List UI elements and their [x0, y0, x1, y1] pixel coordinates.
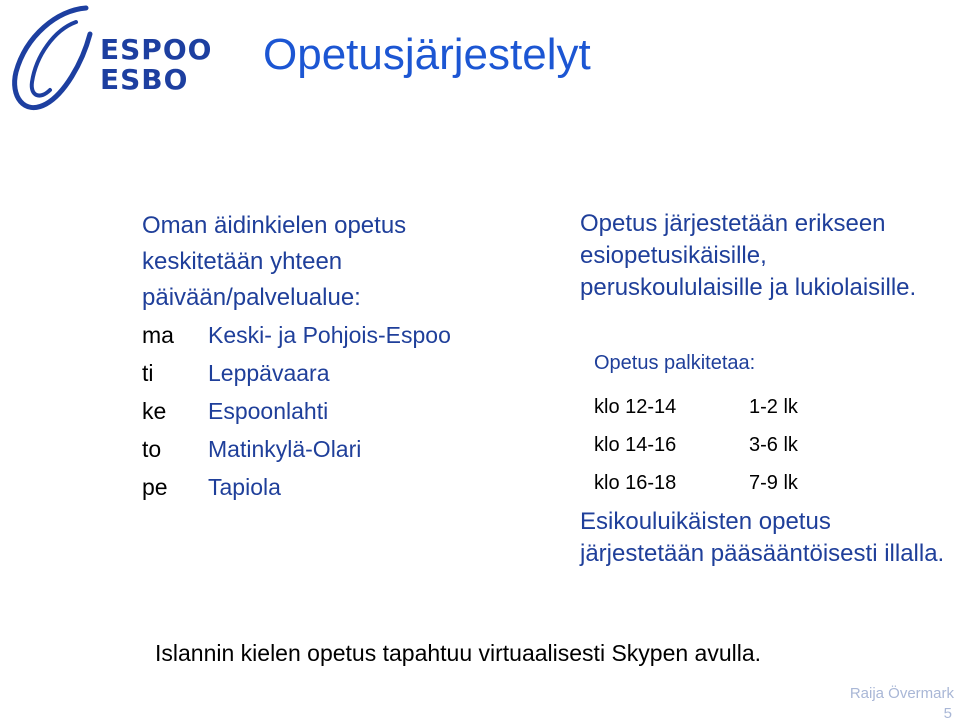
time-grade: 3-6 lk [749, 434, 798, 456]
schedule-place: Keski- ja Pohjois-Espoo [208, 322, 451, 348]
espoo-swirl-icon [2, 0, 102, 128]
time-slot: klo 14-16 [594, 434, 677, 456]
time-row [594, 464, 798, 502]
schedule-place: Leppävaara [208, 360, 330, 386]
time-slot: klo 12-14 [594, 396, 677, 418]
schedule-row [142, 468, 451, 506]
time-schedule [594, 388, 798, 502]
schedule-row [142, 354, 451, 392]
schedule-day: ti [142, 360, 154, 386]
logo-word-espoo: ESPOO [100, 33, 213, 66]
schedule-day: pe [142, 474, 168, 500]
schedule-row [142, 430, 451, 468]
time-slot: klo 16-18 [594, 472, 677, 494]
schedule-place: Espoonlahti [208, 398, 329, 424]
right-intro-text: Opetus järjestetään erikseen esiopetusikäisille, peruskoululaisille ja lukiolaisille. [580, 210, 917, 301]
weekday-schedule [142, 316, 451, 506]
schedule-row [142, 392, 451, 430]
schedule-row [142, 316, 451, 354]
bottom-note: Islannin kielen opetus tapahtuu virtuaalisesti Skypen avulla. [155, 640, 762, 666]
schedule-place: Tapiola [208, 474, 281, 500]
logo-word-esbo: ESBO [100, 63, 189, 96]
author-footer: Raija Övermark [849, 685, 954, 702]
time-grade: 1-2 lk [749, 396, 798, 418]
page-number: 5 [943, 705, 952, 722]
schedule-day: to [142, 436, 162, 462]
time-grade: 7-9 lk [749, 472, 798, 494]
schedule-place: Matinkylä-Olari [208, 436, 362, 462]
time-row [594, 426, 798, 464]
left-intro-text: Oman äidinkielen opetus keskitetään yhteen päivään/palvelualue: [142, 212, 407, 311]
espoo-logo [2, 0, 213, 128]
times-label: Opetus palkitetaa: [594, 352, 756, 374]
right-footer-text: Esikouluikäisten opetus järjestetään pääsääntöisesti illalla. [580, 508, 945, 567]
schedule-day: ke [142, 398, 167, 424]
time-row [594, 388, 798, 426]
schedule-day: ma [142, 322, 174, 348]
page-title: Opetusjärjestelyt [263, 30, 591, 79]
